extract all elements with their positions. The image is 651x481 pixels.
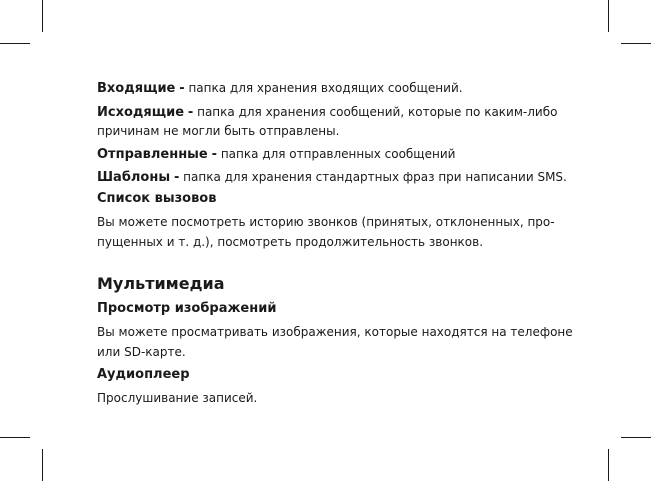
crop-mark-top-left-v: [42, 0, 43, 32]
folder-entry-sent: [97, 145, 577, 164]
entry-term: Исходящие: [97, 105, 185, 120]
crop-mark-bottom-right-v: [608, 449, 609, 481]
entry-term: Отправленные: [97, 147, 208, 162]
entry-separator: -: [211, 147, 217, 162]
crop-mark-top-right-v: [608, 0, 609, 32]
multimedia-section-title: Мультимедиа: [97, 274, 225, 293]
entry-term: Входящие: [97, 81, 176, 96]
crop-mark-bottom-right-h: [621, 437, 651, 438]
manual-page-content: [97, 79, 577, 408]
call-log-text: Вы можете посмотреть историю звонков (принятых, отклоненных, про-пущенных и т. д.), посмотреть продолжительность звонков.: [97, 215, 555, 249]
call-log-heading: Список вызовов: [97, 191, 217, 206]
entry-description: папка для хранения стандартных фраз при написании SMS.: [183, 170, 567, 184]
entry-separator: -: [179, 81, 185, 96]
crop-mark-top-left-h: [0, 43, 30, 44]
crop-mark-bottom-left-v: [42, 449, 43, 481]
audio-player-heading: Аудиоплеер: [97, 367, 190, 382]
entry-description: папка для отправленных сообщений: [220, 147, 456, 161]
entry-separator: -: [187, 105, 194, 120]
folder-entry-templates: [97, 168, 577, 187]
image-viewer-heading: Просмотр изображений: [97, 301, 277, 316]
folder-entry-outbox: [97, 103, 577, 140]
folder-entry-inbox: [97, 79, 577, 98]
audio-player-text: Прослушивание записей.: [97, 391, 258, 405]
entry-term: Шаблоны: [97, 170, 171, 185]
crop-mark-top-right-h: [621, 43, 651, 44]
entry-separator: -: [173, 170, 180, 185]
image-viewer-text: Вы можете просматривать изображения, которые находятся на телефоне или SD-карте.: [97, 325, 573, 359]
entry-description: папка для хранения сообщений, которые по каким-либо причинам не могли быть отправлены.: [97, 105, 558, 138]
entry-description: папка для хранения входящих сообщений.: [188, 81, 463, 95]
crop-mark-bottom-left-h: [0, 437, 30, 438]
